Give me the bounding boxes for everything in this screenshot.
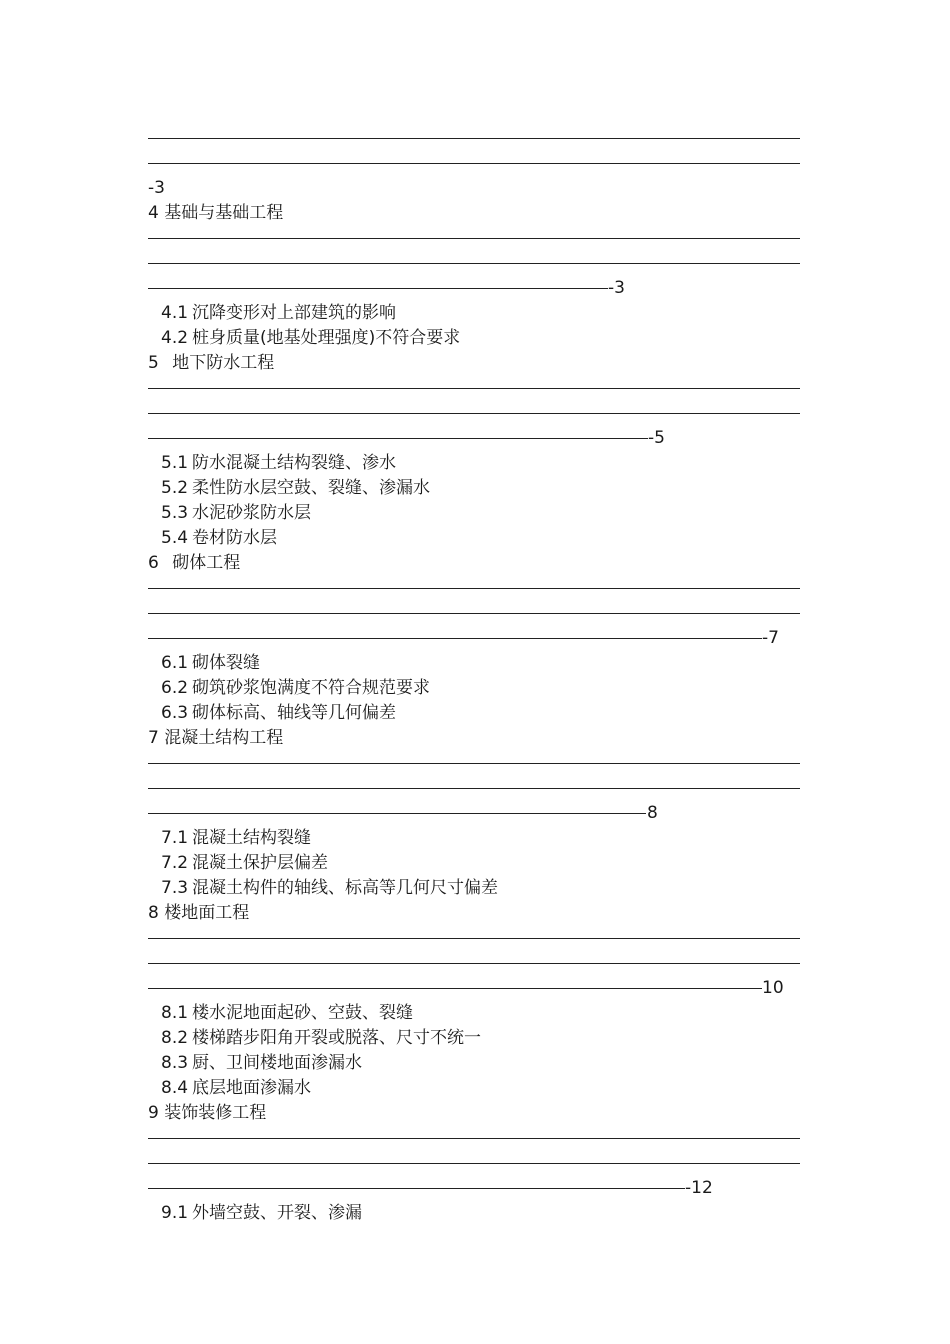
leader-rule bbox=[148, 776, 800, 801]
item-title: 砌筑砂浆饱满度不符合规范要求 bbox=[192, 678, 431, 698]
item-number: 8.2 bbox=[161, 1028, 189, 1048]
item-title: 砌体裂缝 bbox=[192, 653, 261, 673]
page-number: -5 bbox=[648, 428, 665, 448]
leader-with-page bbox=[148, 976, 800, 1001]
toc-section-6[interactable] bbox=[148, 551, 800, 576]
leader-rule bbox=[148, 251, 800, 276]
item-number: 9.1 bbox=[161, 1203, 189, 1223]
toc-item-6-2[interactable] bbox=[148, 676, 800, 701]
item-number: 4.2 bbox=[161, 328, 189, 348]
page-number: 8 bbox=[647, 803, 658, 823]
toc-item-6-3[interactable] bbox=[148, 701, 800, 726]
toc-item-5-2[interactable] bbox=[148, 476, 800, 501]
leader-rule bbox=[148, 1126, 800, 1151]
item-number: 5.3 bbox=[161, 503, 189, 523]
leader-with-page bbox=[148, 426, 800, 451]
leader-with-page bbox=[148, 276, 800, 301]
table-of-contents bbox=[148, 126, 800, 1226]
item-number: 7.3 bbox=[161, 878, 189, 898]
toc-item-4-2[interactable] bbox=[148, 326, 800, 351]
section-number: 9 bbox=[148, 1103, 159, 1123]
item-number: 5.4 bbox=[161, 528, 189, 548]
item-title: 砌体标高、轴线等几何偏差 bbox=[192, 703, 397, 723]
section-title: 装饰装修工程 bbox=[164, 1103, 267, 1123]
item-title: 沉降变形对上部建筑的影响 bbox=[192, 303, 397, 323]
leader-with-page bbox=[148, 1176, 800, 1201]
toc-section-5[interactable] bbox=[148, 351, 800, 376]
item-title: 楼水泥地面起砂、空鼓、裂缝 bbox=[192, 1003, 414, 1023]
leader-rule bbox=[148, 576, 800, 601]
toc-item-8-3[interactable] bbox=[148, 1051, 800, 1076]
section-title: 基础与基础工程 bbox=[164, 203, 284, 223]
toc-item-6-1[interactable] bbox=[148, 651, 800, 676]
item-number: 8.4 bbox=[161, 1078, 189, 1098]
item-number: 6.2 bbox=[161, 678, 189, 698]
toc-item-8-2[interactable] bbox=[148, 1026, 800, 1051]
section-number: 4 bbox=[148, 203, 159, 223]
item-title: 混凝土结构裂缝 bbox=[192, 828, 312, 848]
leader-rule bbox=[148, 126, 800, 151]
item-title: 水泥砂浆防水层 bbox=[192, 503, 312, 523]
toc-section-9[interactable] bbox=[148, 1101, 800, 1126]
leader-rule bbox=[148, 376, 800, 401]
toc-section-8[interactable] bbox=[148, 901, 800, 926]
item-number: 7.1 bbox=[161, 828, 189, 848]
page-number: -12 bbox=[685, 1178, 713, 1198]
toc-item-7-1[interactable] bbox=[148, 826, 800, 851]
leader-rule bbox=[148, 401, 800, 426]
toc-item-9-1[interactable] bbox=[148, 1201, 800, 1226]
item-number: 6.1 bbox=[161, 653, 189, 673]
leader-rule bbox=[148, 226, 800, 251]
toc-item-5-1[interactable] bbox=[148, 451, 800, 476]
section-title: 楼地面工程 bbox=[164, 903, 250, 923]
item-number: 5.2 bbox=[161, 478, 189, 498]
toc-section-7[interactable] bbox=[148, 726, 800, 751]
toc-section-4[interactable] bbox=[148, 201, 800, 226]
toc-item-5-3[interactable] bbox=[148, 501, 800, 526]
leader-with-page bbox=[148, 801, 800, 826]
item-number: 7.2 bbox=[161, 853, 189, 873]
page-number: 10 bbox=[762, 978, 784, 998]
section-title: 砌体工程 bbox=[172, 553, 241, 573]
top-page-number: -3 bbox=[148, 178, 165, 198]
toc-item-4-1[interactable] bbox=[148, 301, 800, 326]
leader-rule bbox=[148, 951, 800, 976]
page-number: -3 bbox=[608, 278, 625, 298]
leader-with-page bbox=[148, 626, 800, 651]
leader-rule bbox=[148, 751, 800, 776]
toc-item-5-4[interactable] bbox=[148, 526, 800, 551]
section-number: 6 bbox=[148, 553, 159, 573]
section-title: 地下防水工程 bbox=[172, 353, 275, 373]
toc-item-8-4[interactable] bbox=[148, 1076, 800, 1101]
section-title: 混凝土结构工程 bbox=[164, 728, 284, 748]
item-title: 柔性防水层空鼓、裂缝、渗漏水 bbox=[192, 478, 431, 498]
leader-rule bbox=[148, 151, 800, 176]
toc-item-7-2[interactable] bbox=[148, 851, 800, 876]
item-title: 防水混凝土结构裂缝、渗水 bbox=[192, 453, 397, 473]
item-title: 卷材防水层 bbox=[192, 528, 278, 548]
toc-item-8-1[interactable] bbox=[148, 1001, 800, 1026]
page-number: -7 bbox=[762, 628, 779, 648]
item-number: 5.1 bbox=[161, 453, 189, 473]
leader-rule bbox=[148, 926, 800, 951]
item-title: 厨、卫间楼地面渗漏水 bbox=[192, 1053, 363, 1073]
item-title: 混凝土保护层偏差 bbox=[192, 853, 329, 873]
item-number: 8.3 bbox=[161, 1053, 189, 1073]
item-number: 8.1 bbox=[161, 1003, 189, 1023]
toc-item-7-3[interactable] bbox=[148, 876, 800, 901]
item-number: 4.1 bbox=[161, 303, 189, 323]
item-title: 混凝土构件的轴线、标高等几何尺寸偏差 bbox=[192, 878, 499, 898]
leader-rule bbox=[148, 601, 800, 626]
leader-rule bbox=[148, 1151, 800, 1176]
section-number: 7 bbox=[148, 728, 159, 748]
item-title: 底层地面渗漏水 bbox=[192, 1078, 312, 1098]
item-title: 楼梯踏步阳角开裂或脱落、尺寸不统一 bbox=[192, 1028, 482, 1048]
item-number: 6.3 bbox=[161, 703, 189, 723]
item-title: 外墙空鼓、开裂、渗漏 bbox=[192, 1203, 363, 1223]
section-number: 5 bbox=[148, 353, 159, 373]
item-title: 桩身质量(地基处理强度)不符合要求 bbox=[192, 328, 461, 348]
section-number: 8 bbox=[148, 903, 159, 923]
